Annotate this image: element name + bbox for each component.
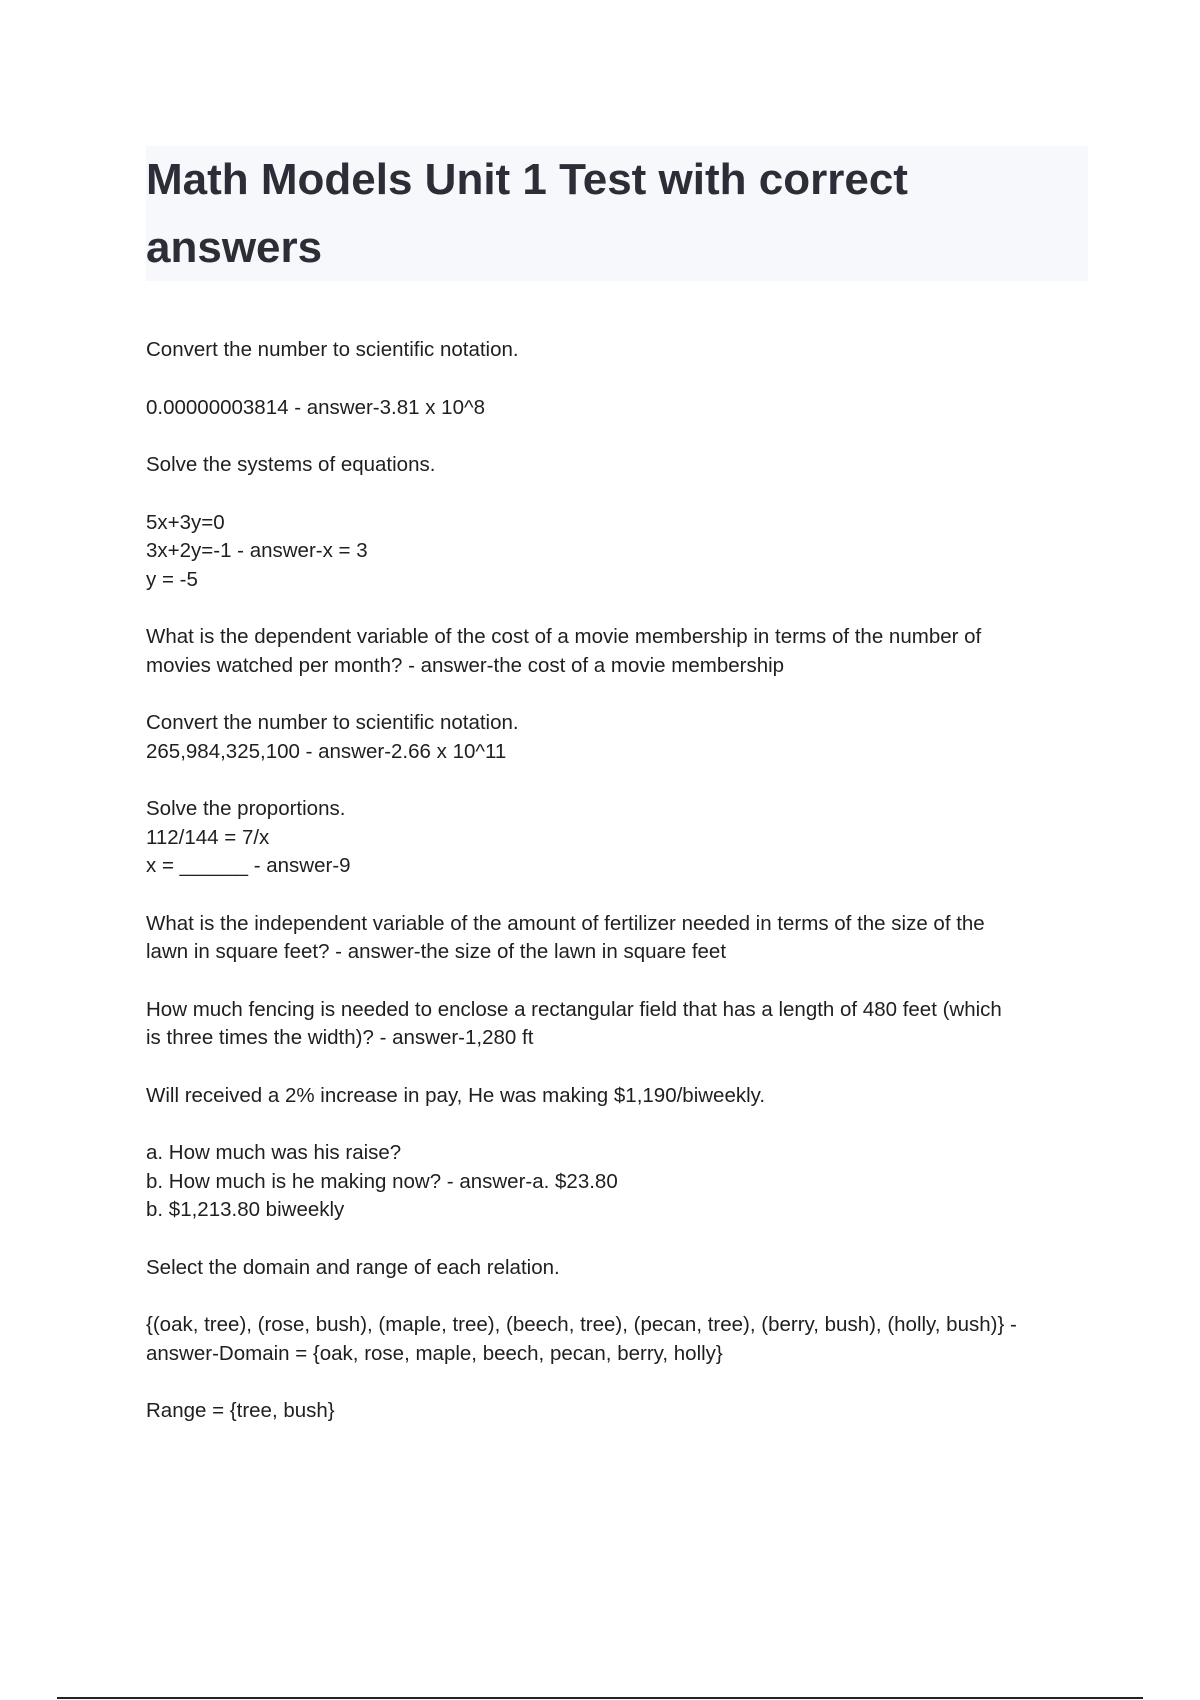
text-line: What is the independent variable of the amount of fertilizer needed in terms of the size of the [146, 911, 985, 935]
text-line: Convert the number to scientific notation. [146, 711, 519, 734]
paragraph-gap [146, 594, 1096, 623]
text-line: 265,984,325,100 - answer-2.66 x 10^11 [146, 739, 507, 763]
paragraph-gap [146, 1053, 1096, 1082]
footer-divider [57, 1697, 1143, 1699]
text-line: Solve the systems of equations. [146, 453, 436, 476]
paragraph-gap [146, 1225, 1096, 1254]
question-block [146, 1254, 1096, 1283]
paragraph-gap [146, 1282, 1096, 1311]
question-block [146, 1139, 1096, 1225]
paragraph-gap [146, 680, 1096, 709]
question-block [146, 509, 1096, 595]
question-block [146, 336, 1096, 365]
paragraph-gap [146, 422, 1096, 451]
text-line: y = -5 [146, 567, 198, 591]
question-block [146, 1082, 1096, 1111]
text-line: What is the dependent variable of the cost of a movie membership in terms of the number of [146, 625, 982, 648]
paragraph-gap [146, 766, 1096, 795]
text-line: b. How much is he making now? - answer-a. $23.80 [146, 1169, 618, 1193]
text-line: 112/144 = 7/x [146, 825, 270, 849]
text-line: How much fencing is needed to enclose a rectangular field that has a length of 480 feet (which [146, 997, 1002, 1021]
question-block [146, 1311, 1096, 1368]
text-line: x = ______ - answer-9 [146, 854, 351, 877]
question-block [146, 795, 1096, 881]
paragraph-gap [146, 1368, 1096, 1397]
text-line: {(oak, tree), (rose, bush), (maple, tree), (beech, tree), (pecan, tree), (berry, bush), (holly, bush)} - [146, 1313, 1017, 1336]
text-line: lawn in square feet? - answer-the size of the lawn in square feet [146, 940, 727, 963]
question-block [146, 996, 1096, 1053]
text-line: is three times the width)? - answer-1,280 ft [146, 1026, 534, 1049]
title-banner [146, 146, 1088, 281]
text-line: b. $1,213.80 biweekly [146, 1198, 345, 1221]
paragraph-gap [146, 881, 1096, 910]
question-block [146, 623, 1096, 680]
text-line: Convert the number to scientific notation. [146, 338, 519, 361]
text-line: movies watched per month? - answer-the cost of a movie membership [146, 653, 785, 677]
question-block [146, 394, 1096, 423]
text-line: a. How much was his raise? [146, 1141, 402, 1164]
question-block [146, 709, 1096, 766]
paragraph-gap [146, 967, 1096, 996]
question-block [146, 451, 1096, 480]
question-block [146, 910, 1096, 967]
text-line: Will received a 2% increase in pay, He was making $1,190/biweekly. [146, 1083, 766, 1107]
text-line: Range = {tree, bush} [146, 1399, 335, 1422]
paragraph-gap [146, 1110, 1096, 1139]
document-title: Math Models Unit 1 Test with correct answers [146, 155, 908, 272]
paragraph-gap [146, 480, 1096, 509]
text-line: 3x+2y=-1 - answer-x = 3 [146, 539, 368, 562]
text-line: 5x+3y=0 [146, 510, 225, 534]
text-line: 0.00000003814 - answer-3.81 x 10^8 [146, 395, 486, 419]
text-line: answer-Domain = {oak, rose, maple, beech, pecan, berry, holly} [146, 1341, 723, 1365]
paragraph-gap [146, 365, 1096, 394]
text-line: Solve the proportions. [146, 797, 346, 820]
text-line: Select the domain and range of each relation. [146, 1255, 560, 1279]
document-body [146, 336, 1096, 1426]
question-block [146, 1397, 1096, 1426]
